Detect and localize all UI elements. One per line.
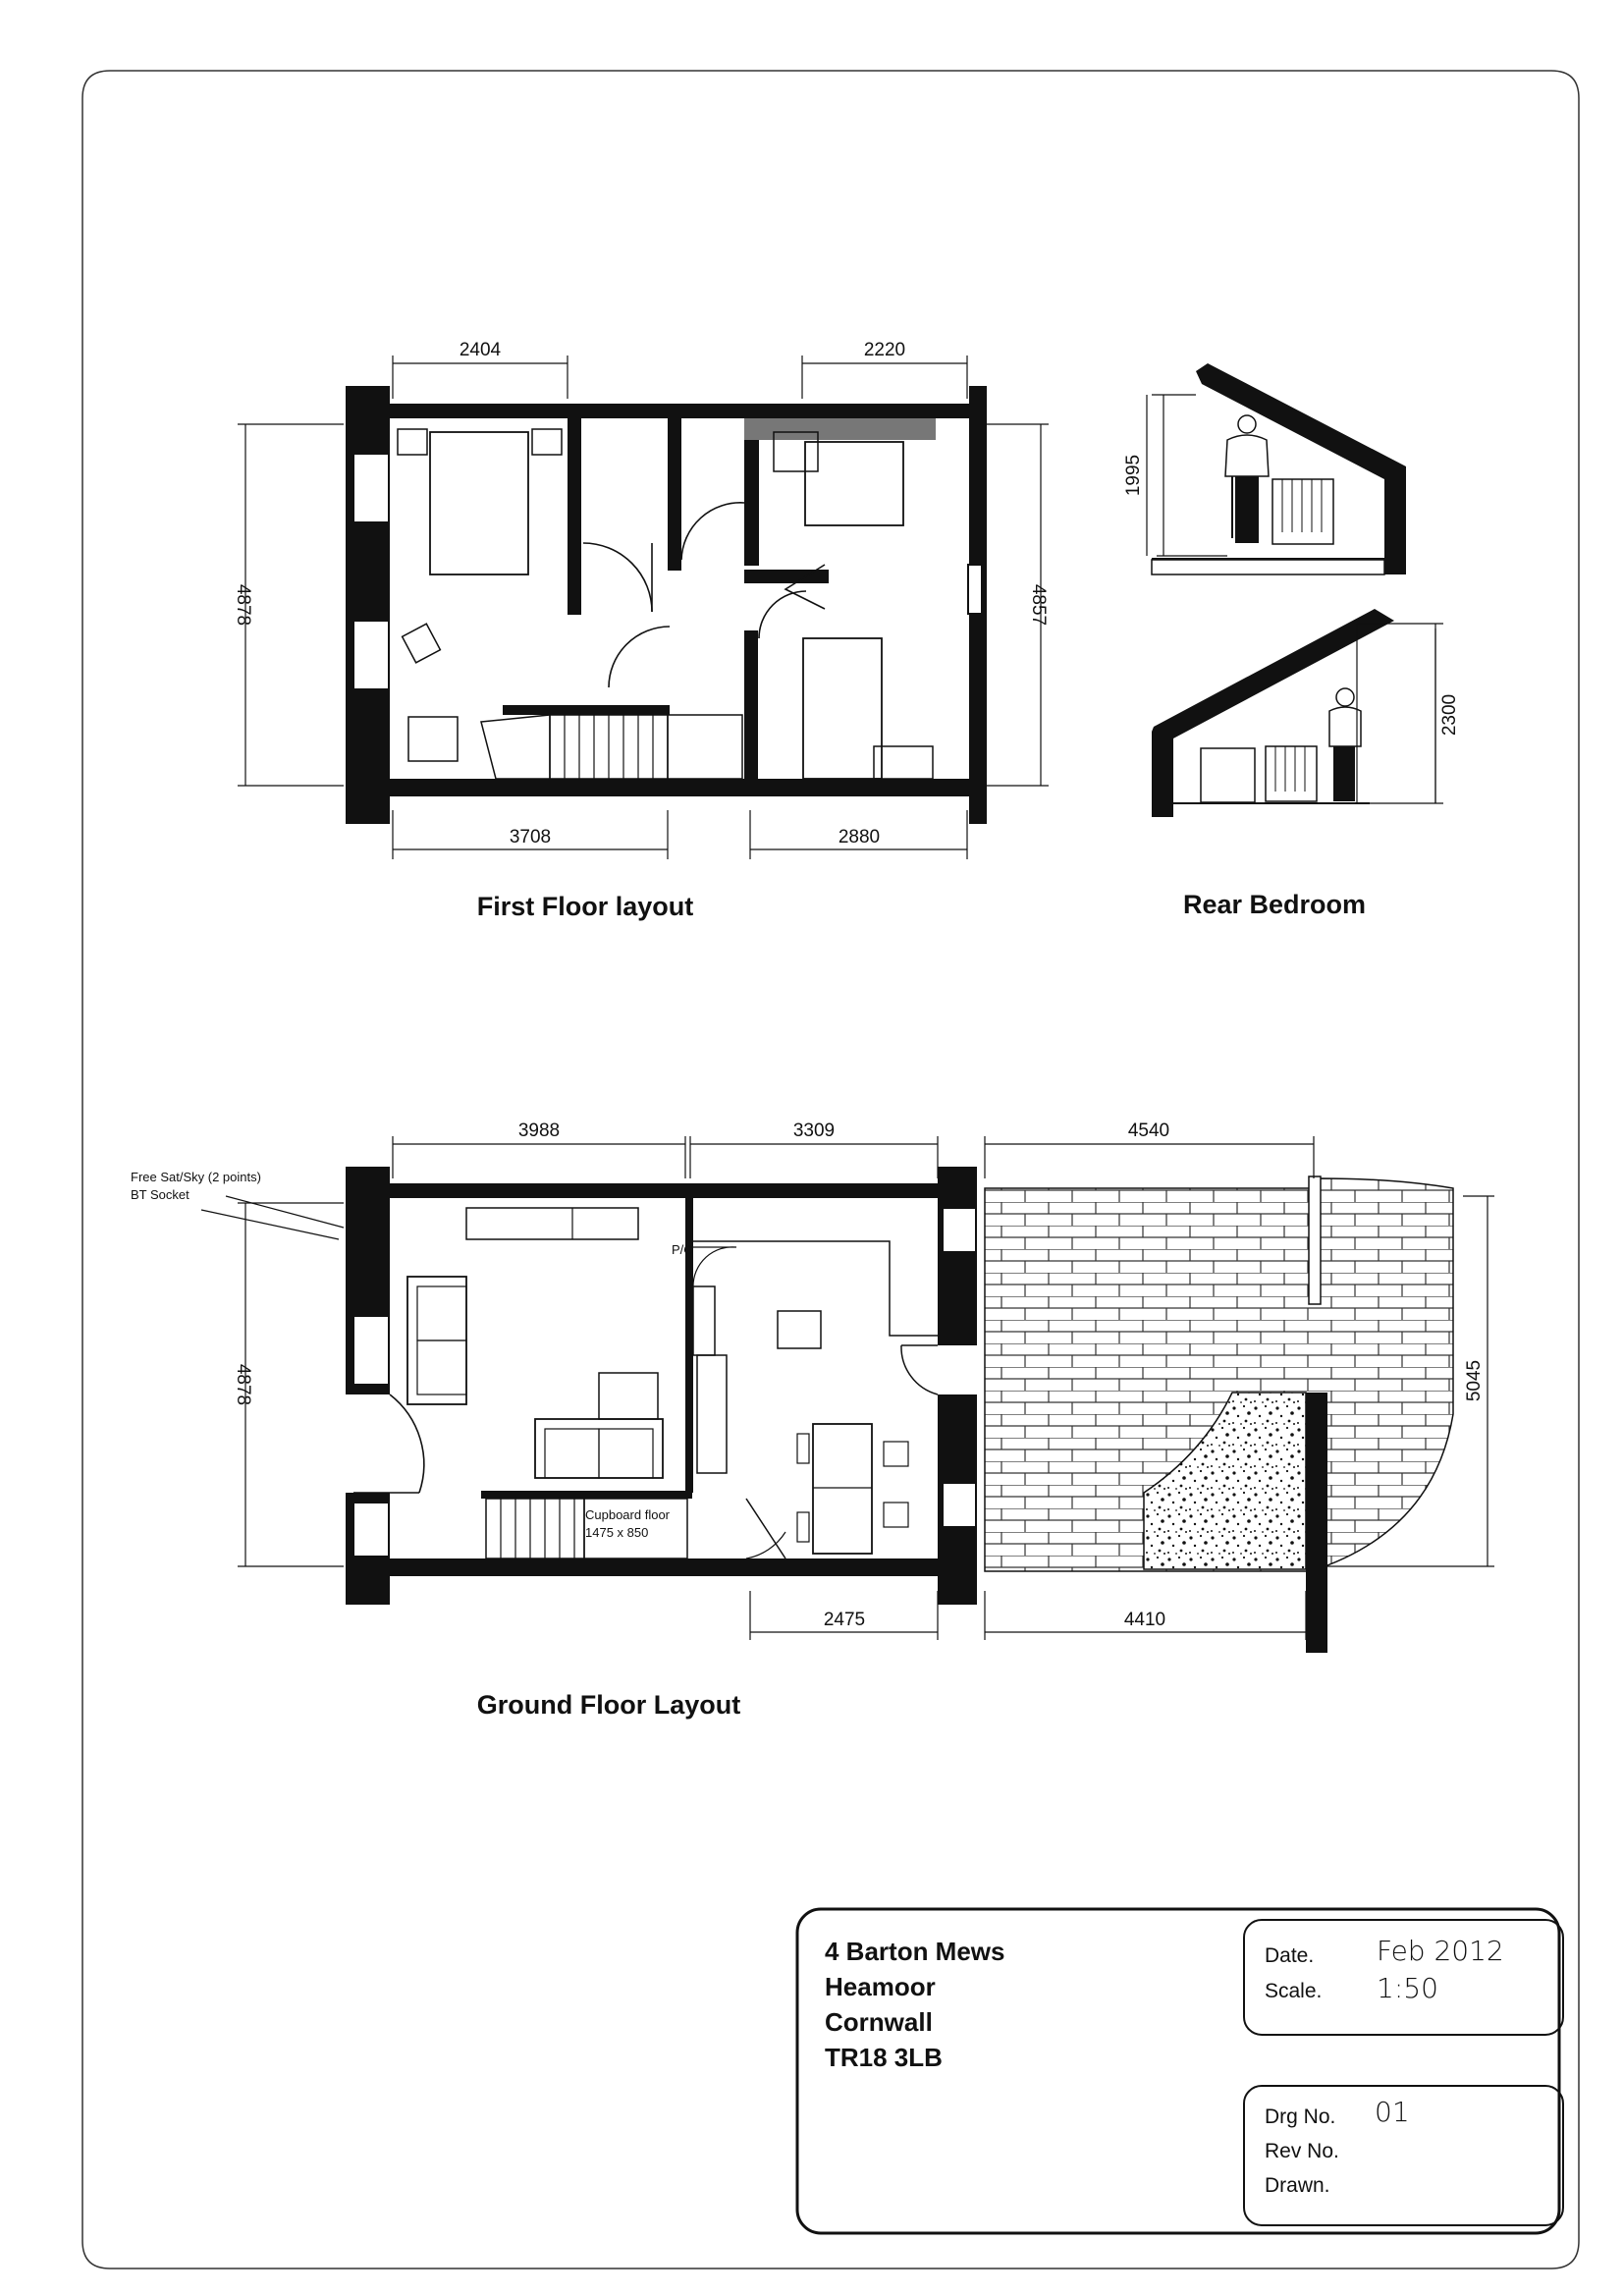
ff-window-1 [353, 454, 389, 522]
address-line-1: 4 Barton Mews [825, 1937, 1005, 1966]
gf-note-cupboard-2: 1475 x 850 [585, 1525, 649, 1540]
gf-caption: Ground Floor Layout [476, 1690, 741, 1720]
address-line-4: TR18 3LB [825, 2043, 943, 2072]
double-bed [430, 432, 528, 574]
ff-dim-right: 4857 [1028, 583, 1049, 627]
ff-top-wall [390, 404, 969, 418]
address-line-3: Cornwall [825, 2007, 933, 2037]
gf-dim-right: 5045 [1464, 1359, 1485, 1402]
gf-dim-top-mid: 3309 [792, 1121, 836, 1141]
rear-bedroom-sections [1152, 363, 1443, 817]
single-bed-2 [803, 638, 882, 779]
rb-dim-upper: 1995 [1123, 454, 1144, 497]
ff-dim-left: 4878 [233, 583, 253, 627]
rb-caption: Rear Bedroom [1182, 890, 1367, 919]
drg-label: Drg No. [1265, 2105, 1336, 2128]
ff-bottom-wall [390, 779, 969, 796]
drg-value: 01 [1375, 2096, 1410, 2128]
ff-dim-top-left: 2404 [459, 340, 502, 360]
gf-dim-bottom-right: 4410 [1123, 1610, 1166, 1630]
gf-note-cupboard-1: Cupboard floor [585, 1507, 670, 1522]
gf-dim-top-left: 3988 [517, 1121, 561, 1141]
gf-dim-top-right: 4540 [1127, 1121, 1170, 1141]
rear-section-lower [1152, 609, 1394, 817]
rear-section-upper [1152, 560, 1384, 574]
date-label: Date. [1265, 1944, 1315, 1967]
date-value: Feb 2012 [1377, 1935, 1504, 1967]
ff-dim-bottom-left: 3708 [509, 827, 552, 847]
single-bed-1 [805, 442, 903, 525]
gf-bottom-wall [390, 1558, 938, 1576]
ff-dim-top-right: 2220 [863, 340, 906, 360]
drawn-label: Drawn. [1265, 2174, 1330, 2197]
rb-dim-lower: 2300 [1439, 693, 1460, 737]
gf-dim-left: 4878 [233, 1363, 253, 1406]
ff-dim-bottom-right: 2880 [838, 827, 881, 847]
ff-left-wall [346, 386, 390, 824]
ground-floor-plan [346, 1167, 1453, 1653]
gf-note-bt-socket: BT Socket [131, 1187, 189, 1202]
first-floor-plan [346, 386, 987, 824]
gf-note-pc: P/C [672, 1242, 693, 1257]
ff-caption: First Floor layout [476, 892, 694, 921]
scale-label: Scale. [1265, 1980, 1323, 2002]
dining-table [813, 1424, 872, 1554]
gf-top-wall [390, 1183, 938, 1198]
gf-note-sat-sky: Free Sat/Sky (2 points) [131, 1170, 261, 1184]
address-line-2: Heamoor [825, 1972, 936, 2001]
ff-window-2 [353, 621, 389, 689]
scale-value: 1:50 [1377, 1972, 1438, 2004]
rev-label: Rev No. [1265, 2140, 1339, 2162]
gf-dim-bottom-mid: 2475 [823, 1610, 866, 1630]
tv-unit [466, 1208, 638, 1239]
